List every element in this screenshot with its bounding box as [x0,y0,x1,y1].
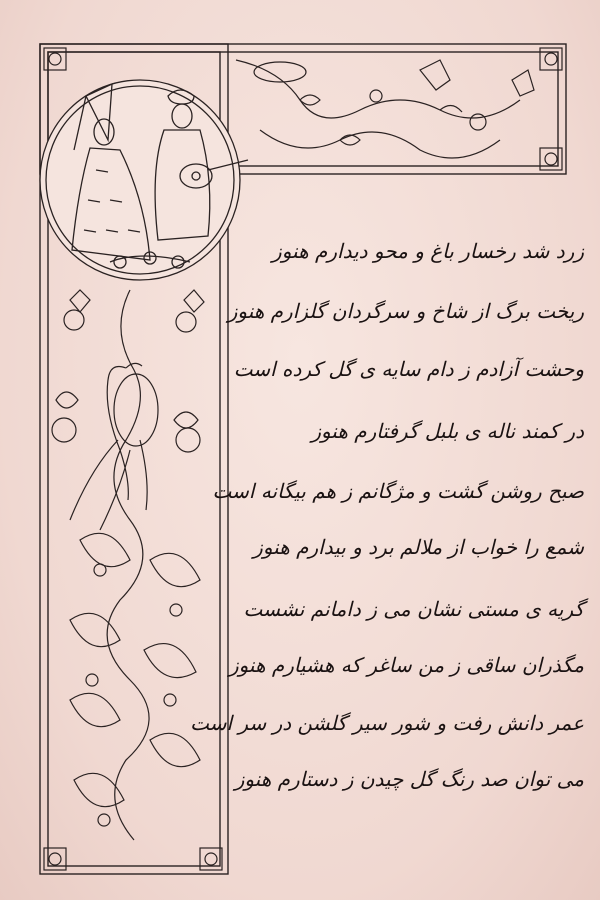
verse-line: وحشت آزادم ز دام سایه ی گل کرده است [233,357,584,381]
medieval-couple-with-lute-icon [40,80,248,280]
verse-line: مگذران ساقی ز من ساغر که هشیارم هنوز [228,653,584,677]
peacock-bird-icon [70,363,158,530]
verse-line: صبح روشن گشت و مژگانم ز هم بیگانه است [212,479,584,503]
verse-line: گریه ی مستی نشان می ز دامانم نشست [243,597,584,621]
verse-line: شمع را خواب از ملالم برد و بیدارم هنوز [253,535,584,559]
verse-line: زرد شد رخسار باغ و محو دیدارم هنوز [272,239,584,263]
verse-line: می توان صد رنگ گل چیدن ز دستارم هنوز [234,767,584,791]
verse-line: در کمند ناله ی بلبل گرفتارم هنوز [311,419,584,443]
verse-line: عمر دانش رفت و شور سیر گلشن در سر است [190,711,584,735]
verse-line: ریخت برگ از شاخ و سرگردان گلزارم هنوز [227,299,584,323]
